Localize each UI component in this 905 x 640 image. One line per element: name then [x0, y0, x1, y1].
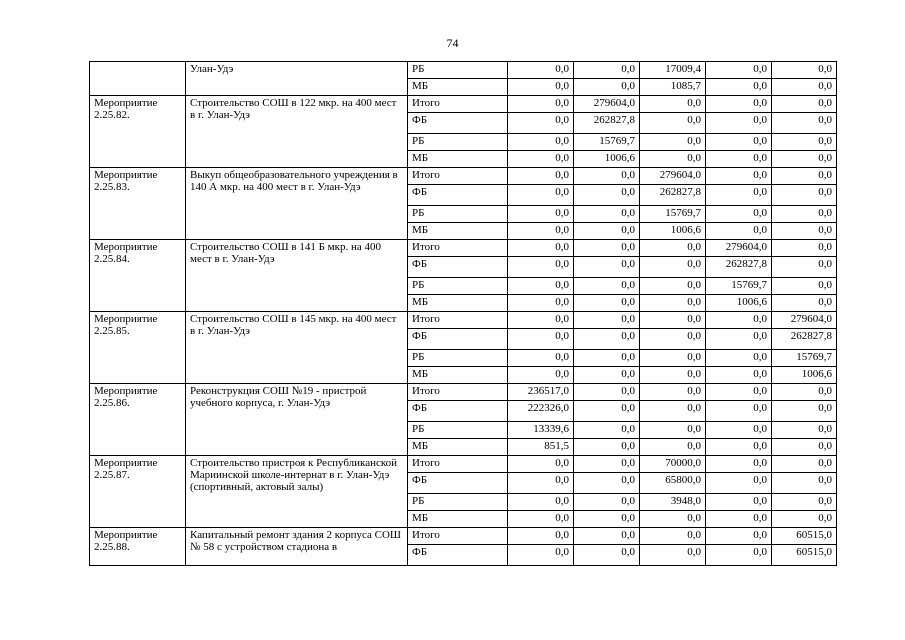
funding-source: РБ [408, 422, 508, 439]
amount-cell: 0,0 [508, 528, 574, 545]
amount-cell: 0,0 [508, 295, 574, 312]
amount-cell: 0,0 [574, 439, 640, 456]
funding-source: ФБ [408, 329, 508, 350]
table-row [90, 528, 837, 545]
funding-source: РБ [408, 62, 508, 79]
amount-cell: 0,0 [508, 312, 574, 329]
funding-source: МБ [408, 367, 508, 384]
amount-cell: 0,0 [772, 473, 837, 494]
amount-cell: 0,0 [706, 113, 772, 134]
amount-cell: 15769,7 [706, 278, 772, 295]
funding-source: ФБ [408, 113, 508, 134]
amount-cell: 0,0 [640, 350, 706, 367]
amount-cell: 1006,6 [772, 367, 837, 384]
amount-cell: 0,0 [640, 96, 706, 113]
measure-id: Мероприятие 2.25.84. [90, 240, 186, 312]
amount-cell: 0,0 [574, 329, 640, 350]
funding-source: Итого [408, 312, 508, 329]
amount-cell: 0,0 [640, 151, 706, 168]
amount-cell: 0,0 [508, 79, 574, 96]
amount-cell: 15769,7 [574, 134, 640, 151]
amount-cell: 0,0 [574, 350, 640, 367]
measure-id: Мероприятие 2.25.88. [90, 528, 186, 566]
amount-cell: 222326,0 [508, 401, 574, 422]
amount-cell: 279604,0 [574, 96, 640, 113]
table-row [90, 62, 837, 79]
amount-cell: 0,0 [706, 62, 772, 79]
amount-cell: 0,0 [508, 473, 574, 494]
funding-source: Итого [408, 96, 508, 113]
amount-cell: 236517,0 [508, 384, 574, 401]
amount-cell: 0,0 [706, 494, 772, 511]
amount-cell: 0,0 [574, 223, 640, 240]
amount-cell: 0,0 [706, 185, 772, 206]
amount-cell: 0,0 [706, 473, 772, 494]
amount-cell: 0,0 [508, 185, 574, 206]
funding-source: МБ [408, 439, 508, 456]
measure-id [90, 62, 186, 96]
funding-source: ФБ [408, 257, 508, 278]
amount-cell: 0,0 [706, 439, 772, 456]
amount-cell: 0,0 [508, 367, 574, 384]
table-row [90, 168, 837, 185]
amount-cell: 0,0 [772, 439, 837, 456]
amount-cell: 17009,4 [640, 62, 706, 79]
measure-name: Строительство СОШ в 141 Б мкр. на 400 мест в г. Улан-Удэ [186, 240, 408, 312]
amount-cell: 0,0 [706, 96, 772, 113]
amount-cell: 0,0 [706, 401, 772, 422]
amount-cell: 0,0 [706, 79, 772, 96]
amount-cell: 70000,0 [640, 456, 706, 473]
funding-source: РБ [408, 206, 508, 223]
funding-source: Итого [408, 384, 508, 401]
measure-name: Улан-Удэ [186, 62, 408, 96]
amount-cell: 60515,0 [772, 545, 837, 566]
amount-cell: 0,0 [574, 367, 640, 384]
amount-cell: 0,0 [508, 151, 574, 168]
amount-cell: 15769,7 [772, 350, 837, 367]
funding-source: МБ [408, 511, 508, 528]
amount-cell: 0,0 [772, 401, 837, 422]
amount-cell: 0,0 [772, 134, 837, 151]
page-number: 74 [446, 36, 459, 50]
amount-cell: 0,0 [574, 545, 640, 566]
funding-source: ФБ [408, 185, 508, 206]
amount-cell: 13339,6 [508, 422, 574, 439]
amount-cell: 0,0 [640, 134, 706, 151]
amount-cell: 0,0 [508, 511, 574, 528]
amount-cell: 0,0 [772, 240, 837, 257]
amount-cell: 0,0 [706, 134, 772, 151]
amount-cell: 15769,7 [640, 206, 706, 223]
funding-source: РБ [408, 278, 508, 295]
amount-cell: 0,0 [508, 257, 574, 278]
amount-cell: 1006,6 [706, 295, 772, 312]
amount-cell: 0,0 [574, 185, 640, 206]
amount-cell: 0,0 [574, 79, 640, 96]
amount-cell: 0,0 [574, 206, 640, 223]
funding-source: РБ [408, 494, 508, 511]
amount-cell: 3948,0 [640, 494, 706, 511]
funding-source: ФБ [408, 473, 508, 494]
measure-id: Мероприятие 2.25.82. [90, 96, 186, 168]
amount-cell: 0,0 [772, 278, 837, 295]
amount-cell: 0,0 [508, 206, 574, 223]
measure-name: Выкуп общеобразовательного учреждения в 140 А мкр. на 400 мест в г. Улан-Удэ [186, 168, 408, 240]
amount-cell: 0,0 [640, 312, 706, 329]
amount-cell: 0,0 [772, 511, 837, 528]
amount-cell: 0,0 [772, 151, 837, 168]
amount-cell: 0,0 [772, 62, 837, 79]
amount-cell: 0,0 [706, 384, 772, 401]
amount-cell: 0,0 [706, 422, 772, 439]
amount-cell: 0,0 [706, 528, 772, 545]
funding-source: РБ [408, 350, 508, 367]
amount-cell: 0,0 [772, 257, 837, 278]
amount-cell: 0,0 [640, 528, 706, 545]
amount-cell: 0,0 [640, 367, 706, 384]
amount-cell: 0,0 [640, 278, 706, 295]
amount-cell: 0,0 [640, 384, 706, 401]
amount-cell: 0,0 [574, 384, 640, 401]
amount-cell: 0,0 [640, 295, 706, 312]
amount-cell: 0,0 [508, 350, 574, 367]
funding-source: МБ [408, 223, 508, 240]
amount-cell: 0,0 [706, 545, 772, 566]
funding-source: Итого [408, 168, 508, 185]
amount-cell: 0,0 [706, 511, 772, 528]
amount-cell: 0,0 [640, 329, 706, 350]
measure-id: Мероприятие 2.25.85. [90, 312, 186, 384]
measure-name: Строительство СОШ в 122 мкр. на 400 мест в г. Улан-Удэ [186, 96, 408, 168]
amount-cell: 0,0 [574, 62, 640, 79]
amount-cell: 0,0 [574, 494, 640, 511]
amount-cell: 0,0 [772, 422, 837, 439]
amount-cell: 0,0 [508, 545, 574, 566]
amount-cell: 0,0 [574, 456, 640, 473]
amount-cell: 0,0 [706, 350, 772, 367]
amount-cell: 0,0 [772, 168, 837, 185]
amount-cell: 0,0 [508, 456, 574, 473]
amount-cell: 0,0 [772, 79, 837, 96]
amount-cell: 0,0 [706, 168, 772, 185]
amount-cell: 0,0 [640, 257, 706, 278]
amount-cell: 0,0 [508, 223, 574, 240]
table-row [90, 312, 837, 329]
amount-cell: 0,0 [574, 473, 640, 494]
measure-id: Мероприятие 2.25.87. [90, 456, 186, 528]
funding-source: ФБ [408, 401, 508, 422]
amount-cell: 0,0 [772, 113, 837, 134]
amount-cell: 0,0 [772, 384, 837, 401]
measure-name: Реконструкция СОШ №19 - пристрой учебного корпуса, г. Улан-Удэ [186, 384, 408, 456]
amount-cell: 262827,8 [772, 329, 837, 350]
amount-cell: 0,0 [640, 401, 706, 422]
amount-cell: 0,0 [706, 151, 772, 168]
measure-id: Мероприятие 2.25.83. [90, 168, 186, 240]
amount-cell: 0,0 [574, 422, 640, 439]
measure-name: Капитальный ремонт здания 2 корпуса СОШ № 58 с устройством стадиона в [186, 528, 408, 566]
amount-cell: 1006,6 [574, 151, 640, 168]
budget-table [89, 61, 837, 566]
amount-cell: 0,0 [508, 278, 574, 295]
amount-cell: 65800,0 [640, 473, 706, 494]
amount-cell: 0,0 [706, 312, 772, 329]
amount-cell: 0,0 [508, 134, 574, 151]
funding-source: РБ [408, 134, 508, 151]
amount-cell: 0,0 [640, 113, 706, 134]
amount-cell: 0,0 [508, 113, 574, 134]
amount-cell: 279604,0 [706, 240, 772, 257]
amount-cell: 0,0 [574, 401, 640, 422]
amount-cell: 0,0 [574, 278, 640, 295]
amount-cell: 279604,0 [640, 168, 706, 185]
amount-cell: 0,0 [508, 96, 574, 113]
table-row [90, 240, 837, 257]
amount-cell: 60515,0 [772, 528, 837, 545]
funding-source: Итого [408, 240, 508, 257]
funding-source: МБ [408, 295, 508, 312]
amount-cell: 0,0 [508, 329, 574, 350]
amount-cell: 0,0 [640, 511, 706, 528]
amount-cell: 1006,6 [640, 223, 706, 240]
amount-cell: 0,0 [772, 206, 837, 223]
funding-source: МБ [408, 151, 508, 168]
amount-cell: 0,0 [574, 295, 640, 312]
funding-source: Итого [408, 456, 508, 473]
amount-cell: 0,0 [640, 240, 706, 257]
amount-cell: 262827,8 [574, 113, 640, 134]
amount-cell: 0,0 [640, 545, 706, 566]
table-row [90, 456, 837, 473]
amount-cell: 0,0 [508, 62, 574, 79]
amount-cell: 0,0 [574, 257, 640, 278]
amount-cell: 0,0 [772, 96, 837, 113]
amount-cell: 0,0 [508, 168, 574, 185]
amount-cell: 279604,0 [772, 312, 837, 329]
amount-cell: 0,0 [772, 223, 837, 240]
budget-table-body [90, 62, 837, 566]
table-row [90, 384, 837, 401]
amount-cell: 0,0 [772, 456, 837, 473]
amount-cell: 0,0 [574, 511, 640, 528]
amount-cell: 0,0 [640, 439, 706, 456]
amount-cell: 1085,7 [640, 79, 706, 96]
amount-cell: 0,0 [706, 206, 772, 223]
amount-cell: 0,0 [706, 223, 772, 240]
amount-cell: 851,5 [508, 439, 574, 456]
amount-cell: 0,0 [574, 168, 640, 185]
amount-cell: 0,0 [508, 240, 574, 257]
amount-cell: 262827,8 [706, 257, 772, 278]
amount-cell: 0,0 [706, 367, 772, 384]
measure-name: Строительство пристроя к Республиканской Мариинской школе-интернат в г. Улан-Удэ (спортивный, актовый залы) [186, 456, 408, 528]
funding-source: МБ [408, 79, 508, 96]
amount-cell: 0,0 [706, 329, 772, 350]
amount-cell: 0,0 [574, 528, 640, 545]
amount-cell: 262827,8 [640, 185, 706, 206]
funding-source: ФБ [408, 545, 508, 566]
amount-cell: 0,0 [640, 422, 706, 439]
amount-cell: 0,0 [508, 494, 574, 511]
amount-cell: 0,0 [772, 185, 837, 206]
amount-cell: 0,0 [772, 295, 837, 312]
amount-cell: 0,0 [706, 456, 772, 473]
measure-name: Строительство СОШ в 145 мкр. на 400 мест в г. Улан-Удэ [186, 312, 408, 384]
amount-cell: 0,0 [574, 312, 640, 329]
measure-id: Мероприятие 2.25.86. [90, 384, 186, 456]
amount-cell: 0,0 [574, 240, 640, 257]
funding-source: Итого [408, 528, 508, 545]
amount-cell: 0,0 [772, 494, 837, 511]
table-row [90, 96, 837, 113]
